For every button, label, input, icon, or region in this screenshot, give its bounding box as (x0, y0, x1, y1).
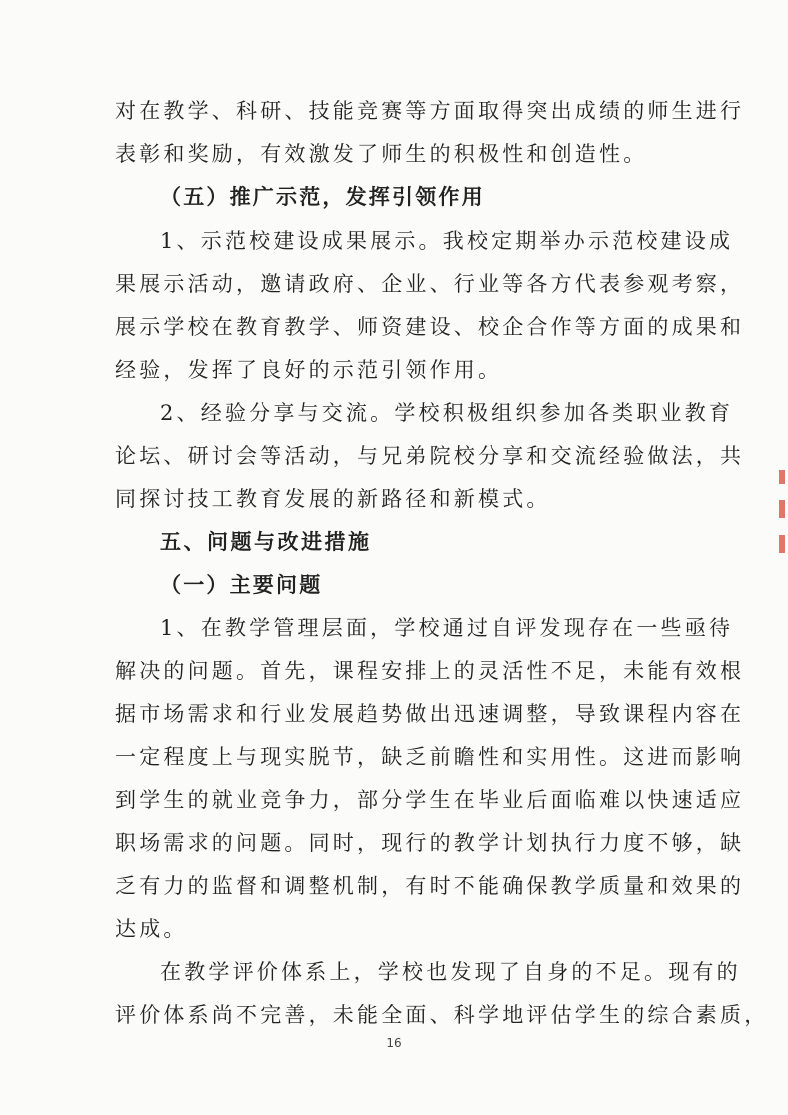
seal-edge-mark (779, 500, 785, 518)
paragraph-line: 1、在教学管理层面，学校通过自评发现存在一些亟待 (160, 616, 734, 640)
paragraph-line: 同探讨技工教育发展的新路径和新模式。 (115, 487, 551, 511)
paragraph-line: 达成。 (115, 917, 188, 941)
paragraph-line: 评价体系尚不完善，未能全面、科学地评估学生的综合素质， (115, 1003, 769, 1027)
paragraph-line: 一定程度上与现实脱节，缺乏前瞻性和实用性。这进而影响 (115, 745, 745, 769)
paragraph-line: 表彰和奖励，有效激发了师生的积极性和创造性。 (115, 142, 648, 166)
seal-edge-mark (779, 535, 785, 553)
paragraph-line: 2、经验分享与交流。学校积极组织参加各类职业教育 (160, 401, 734, 425)
paragraph-line: 1、示范校建设成果展示。我校定期举办示范校建设成 (160, 229, 734, 253)
paragraph-line: 经验，发挥了良好的示范引领作用。 (115, 358, 503, 382)
paragraph-line: 乏有力的监督和调整机制，有时不能确保教学质量和效果的 (115, 874, 745, 898)
section-subheading: （一）主要问题 (160, 572, 323, 597)
paragraph-line: 到学生的就业竞争力，部分学生在毕业后面临难以快速适应 (115, 788, 745, 812)
section-heading: 五、问题与改进措施 (160, 530, 372, 554)
paragraph-line: 在教学评价体系上，学校也发现了自身的不足。现有的 (160, 960, 741, 984)
paragraph-line: 职场需求的问题。同时，现行的教学计划执行力度不够，缺 (115, 831, 745, 855)
section-subheading: （五）推广示范，发挥引领作用 (160, 184, 485, 209)
seal-edge-mark (779, 470, 785, 484)
paragraph-line: 据市场需求和行业发展趋势做出迅速调整，导致课程内容在 (115, 702, 745, 726)
page-number: 16 (386, 1036, 402, 1050)
paragraph-line: 展示学校在教育教学、师资建设、校企合作等方面的成果和 (115, 315, 745, 339)
paragraph-line: 果展示活动，邀请政府、企业、行业等各方代表参观考察， (115, 272, 745, 296)
paragraph-line: 论坛、研讨会等活动，与兄弟院校分享和交流经验做法，共 (115, 444, 745, 468)
paragraph-line: 对在教学、科研、技能竞赛等方面取得突出成绩的师生进行 (115, 99, 745, 123)
paragraph-line: 解决的问题。首先，课程安排上的灵活性不足，未能有效根 (115, 659, 745, 683)
